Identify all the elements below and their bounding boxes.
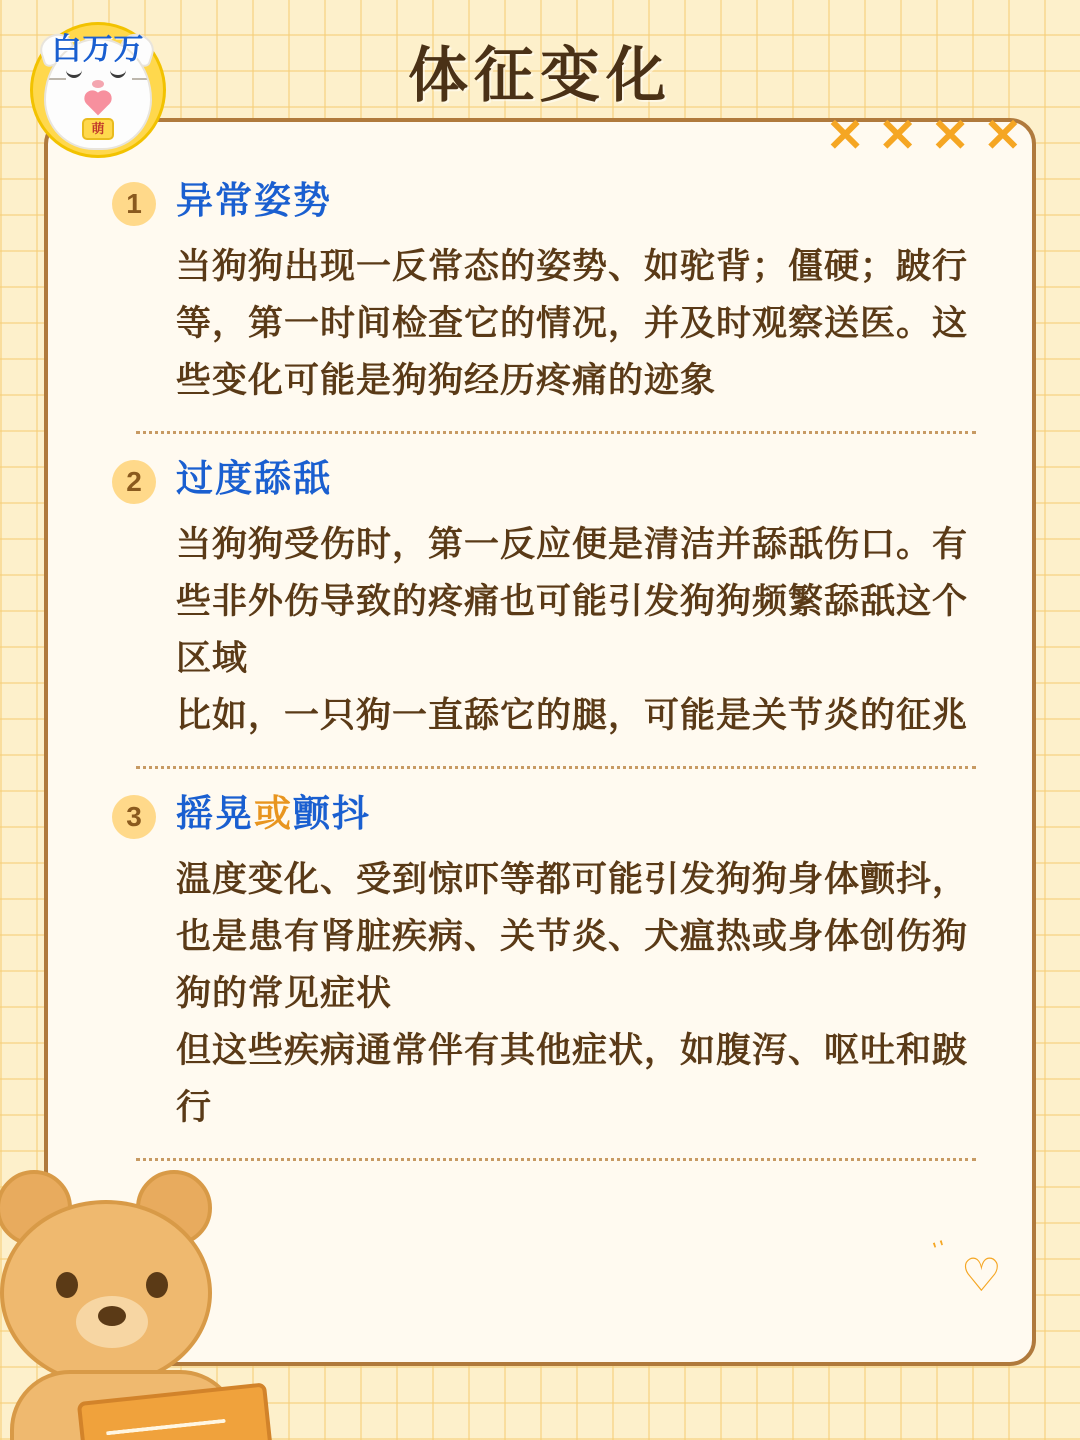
cross-icon-3: ✕	[930, 109, 970, 161]
section-3-number: 3	[112, 795, 156, 839]
divider-2	[136, 766, 976, 769]
section-3-title-part-3: 颤抖	[293, 793, 371, 834]
cat-nose-icon	[92, 80, 104, 88]
divider-1	[136, 431, 976, 434]
section-3-title-part-1: 摇晃	[176, 793, 254, 834]
brand-tag: 萌	[82, 118, 114, 140]
section-3-title-part-2: 或	[254, 793, 293, 834]
section-2-title	[176, 456, 990, 502]
heart-icon	[87, 93, 110, 116]
bear-eye-left-icon	[56, 1272, 78, 1298]
bear-illustration	[0, 1156, 290, 1440]
cross-decoration	[825, 109, 1022, 161]
section-1-number: 1	[112, 182, 156, 226]
dash-decoration: ''	[929, 1234, 952, 1263]
brand-name: 白万万	[51, 33, 145, 66]
bear-nose-icon	[98, 1306, 126, 1326]
cat-eye-left-icon	[66, 70, 82, 78]
section-1-paragraph-1: 当狗狗出现一反常态的姿势、如驼背；僵硬；跛行等，第一时间检查它的情况，并及时观察送医。这些变化可能是狗狗经历疼痛的迹象	[176, 247, 969, 400]
section-1	[102, 178, 990, 409]
section-3-paragraph-2: 也是患有肾脏疾病、关节炎、犬瘟热或身体创伤狗狗的常见症状	[176, 917, 969, 1013]
cat-whisker-left-icon	[44, 78, 66, 80]
cat-eye-right-icon	[110, 70, 126, 78]
section-3-title	[176, 791, 990, 837]
section-3	[102, 791, 990, 1136]
bear-head-icon	[0, 1200, 212, 1386]
section-2-number: 2	[112, 460, 156, 504]
cross-icon-2: ✕	[878, 109, 917, 161]
content-body	[102, 178, 990, 1183]
section-1-title-text: 异常姿势	[176, 180, 332, 221]
page-title: 体征变化	[408, 42, 672, 109]
brand-logo	[16, 8, 176, 168]
cross-icon-1: ✕	[825, 109, 865, 161]
book-line-1	[106, 1419, 226, 1436]
section-2	[102, 456, 990, 744]
cross-icon-4: ✕	[983, 109, 1022, 161]
section-2-paragraph-2: 比如，一只狗一直舔它的腿，可能是关节炎的征兆	[176, 696, 969, 735]
heart-decoration-icon: ♡	[960, 1249, 1002, 1301]
section-3-paragraph-1: 温度变化、受到惊吓等都可能引发狗狗身体颤抖，	[176, 860, 969, 899]
section-2-paragraph-1: 当狗狗受伤时，第一反应便是清洁并舔舐伤口。有些非外伤导致的疼痛也可能引发狗狗频繁舔舐这个区域	[176, 525, 969, 678]
section-3-paragraph-3: 但这些疾病通常伴有其他症状，如腹泻、呕吐和跛行	[176, 1031, 969, 1127]
section-1-title	[176, 178, 990, 224]
section-2-title-text: 过度舔舐	[176, 458, 332, 499]
cat-whisker-right-icon	[132, 78, 152, 80]
bear-eye-right-icon	[146, 1272, 168, 1298]
